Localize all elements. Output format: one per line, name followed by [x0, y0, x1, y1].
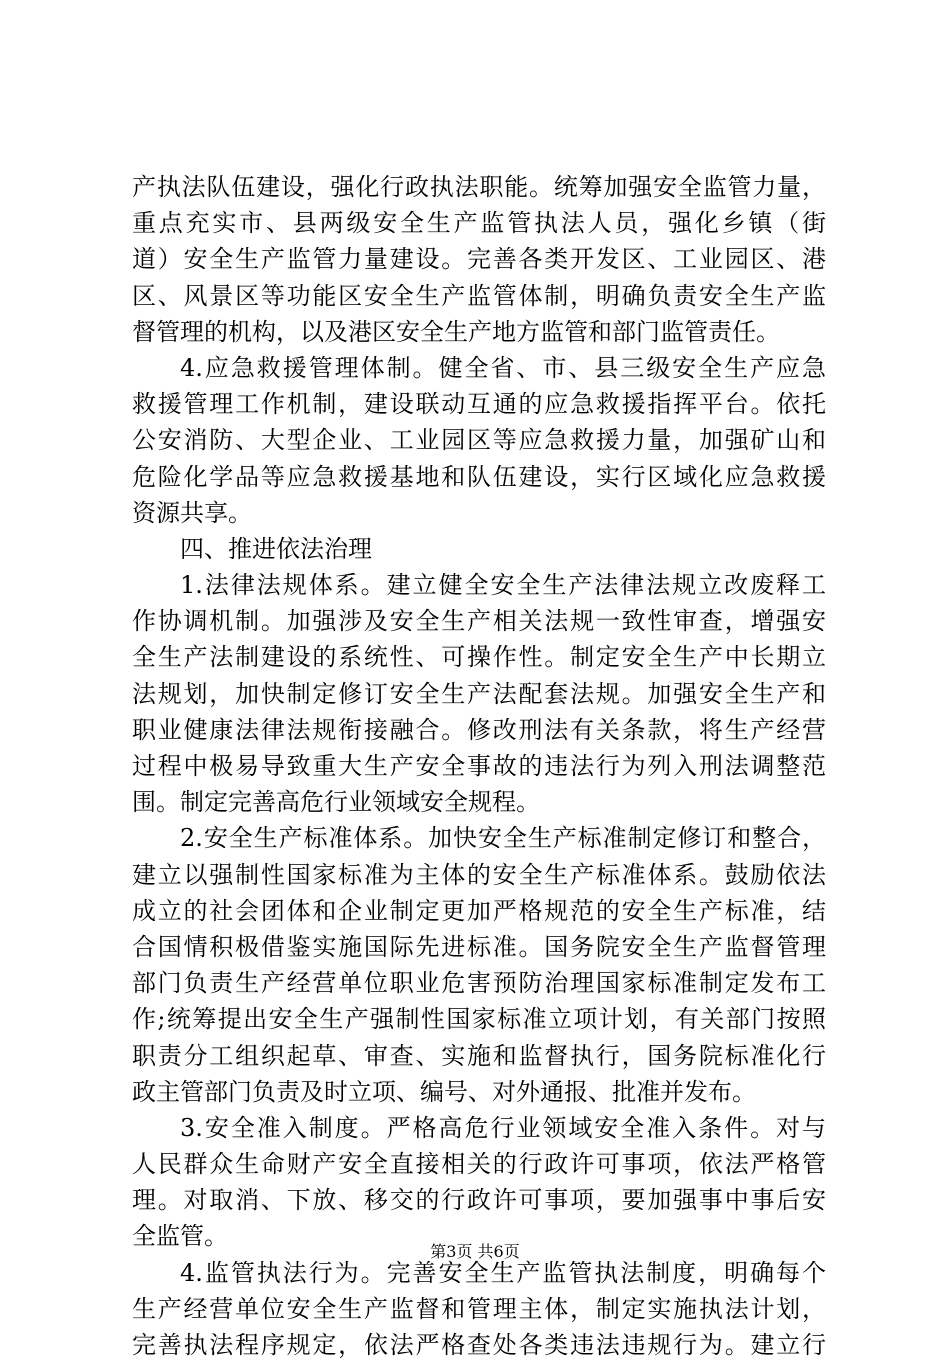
text-line: 成立的社会团体和企业制定更加严格规范的安全生产标准，结 — [132, 896, 826, 925]
text-line: 救援管理工作机制，建设联动互通的应急救援指挥平台。依托 — [132, 390, 826, 419]
paragraph-start-line: 2.安全生产标准体系。加快安全生产标准制定修订和整合， — [180, 824, 826, 853]
text-line: 职责分工组织起草、审查、实施和监督执行，国务院标准化行 — [132, 1041, 826, 1070]
text-line: 职业健康法律法规衔接融合。修改刑法有关条款，将生产经营 — [132, 715, 826, 744]
text-line: 合国情积极借鉴实施国际先进标准。国务院安全生产监督管理 — [132, 932, 826, 961]
text-line: 政主管部门负责及时立项、编号、对外通报、批准并发布。 — [132, 1077, 756, 1106]
paragraph-start-line: 4.应急救援管理体制。健全省、市、县三级安全生产应急 — [180, 353, 826, 382]
text-line: 全生产法制建设的系统性、可操作性。制定安全生产中长期立 — [132, 643, 826, 672]
text-line: 作协调机制。加强涉及安全生产相关法规一致性审查，增强安 — [132, 607, 826, 636]
text-line: 生产经营单位安全生产监督和管理主体，制定实施执法计划， — [132, 1294, 826, 1323]
section-heading: 四、推进依法治理 — [180, 534, 372, 563]
text-line: 理。对取消、下放、移交的行政许可事项，要加强事中事后安 — [132, 1186, 826, 1215]
text-line: 完善执法程序规定，依法严格查处各类违法违规行为。建立行 — [132, 1331, 826, 1359]
paragraph-start-line: 1.法律法规体系。建立健全安全生产法律法规立改废释工 — [180, 571, 826, 600]
text-line: 围。制定完善高危行业领域安全规程。 — [132, 788, 540, 817]
text-line: 道）安全生产监管力量建设。完善各类开发区、工业园区、港 — [132, 245, 826, 274]
text-line: 部门负责生产经营单位职业危害预防治理国家标准制定发布工 — [132, 969, 826, 998]
text-line: 人民群众生命财产安全直接相关的行政许可事项，依法严格管 — [132, 1150, 826, 1179]
text-line: 公安消防、大型企业、工业园区等应急救援力量，加强矿山和 — [132, 426, 826, 455]
document-body — [132, 169, 826, 1363]
text-line: 过程中极易导致重大生产安全事故的违法行为列入刑法调整范 — [132, 752, 826, 780]
text-line: 督管理的机构，以及港区安全生产地方监管和部门监管责任。 — [132, 317, 780, 346]
paragraph-start-line: 4.监管执法行为。完善安全生产监管执法制度，明确每个 — [180, 1258, 826, 1287]
paragraph-start-line: 3.安全准入制度。严格高危行业领域安全准入条件。对与 — [180, 1113, 826, 1142]
text-line: 建立以强制性国家标准为主体的安全生产标准体系。鼓励依法 — [132, 860, 826, 889]
text-line: 资源共享。 — [132, 498, 252, 527]
text-line: 区、风景区等功能区安全生产监管体制，明确负责安全生产监 — [132, 281, 826, 310]
text-line: 重点充实市、县两级安全生产监管执法人员，强化乡镇（街 — [132, 209, 826, 238]
text-line: 法规划，加快制定修订安全生产法配套法规。加强安全生产和 — [132, 679, 826, 708]
text-line: 危险化学品等应急救援基地和队伍建设，实行区域化应急救援 — [132, 462, 826, 491]
text-line: 全监管。 — [132, 1222, 228, 1251]
text-line: 作;统筹提出安全生产强制性国家标准立项计划，有关部门按照 — [132, 1005, 826, 1034]
text-line: 产执法队伍建设，强化行政执法职能。统筹加强安全监管力量， — [132, 173, 826, 201]
page-footer: 第3页 共6页 — [430, 1242, 520, 1261]
